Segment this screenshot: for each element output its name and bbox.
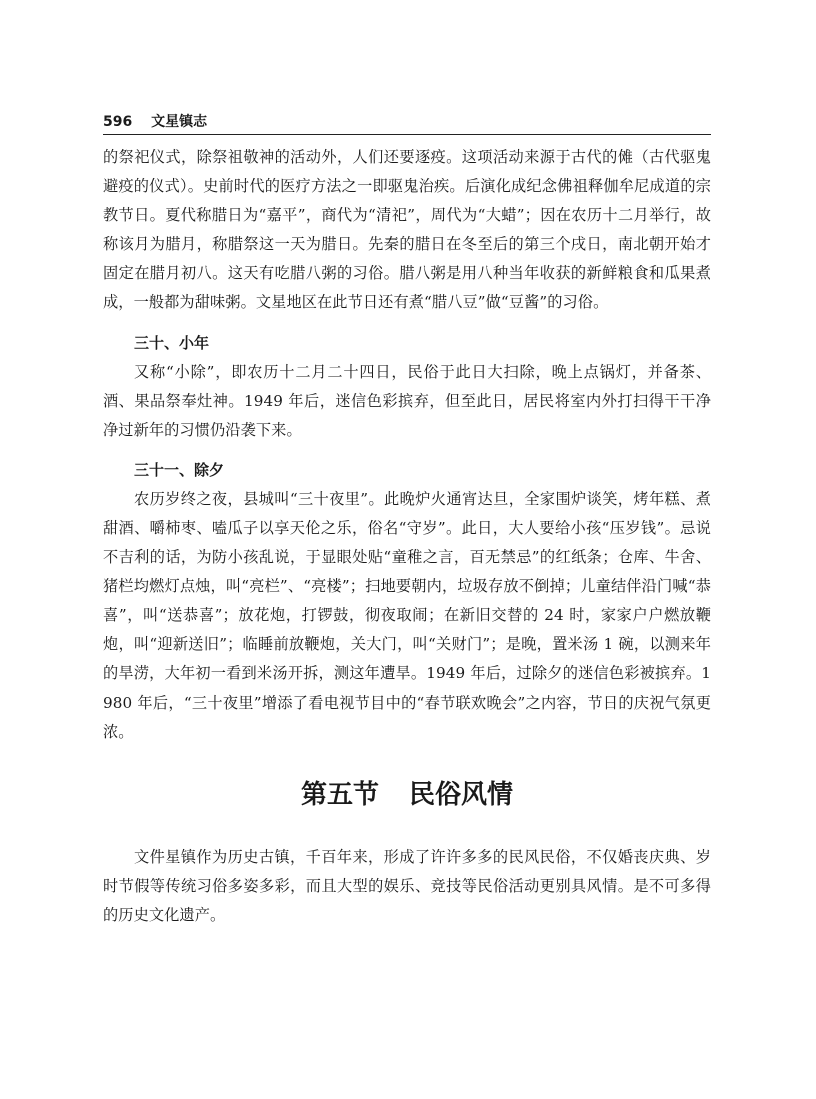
paragraph-closing: 文件星镇作为历史古镇，千百年来，形成了许许多多的民风民俗，不仅婚丧庆典、岁时节假等传统习俗多姿多彩，而且大型的娱乐、竞技等民俗活动更别具风情。是不可多得的历史文化遗产。 [103, 847, 711, 924]
page-body [103, 143, 711, 930]
page-number: 596 [103, 114, 133, 130]
page-header [103, 112, 711, 135]
paragraph-xiaonian: 又称“小除”，即农历十二月二十四日，民俗于此日大扫除，晚上点锅灯，并备茶、酒、果品祭奉灶神。1949 年后，迷信色彩摈弃，但至此日，居民将室内外打扫得干干净净过新年的习惯仍沿袭下来。 [103, 362, 711, 439]
paragraph-chuxi: 农历岁终之夜，县城叫“三十夜里”。此晚炉火通宵达旦，全家围炉谈笑，烤年糕、煮甜酒、嚼柿枣、嗑瓜子以享天伦之乐，俗名“守岁”。此日，大人要给小孩“压岁钱”。忌说不吉利的话，为防小孩乱说，于显眼处贴“童稚之言，百无禁忌”的红纸条；仓库、牛舍、猪栏均燃灯点烛，叫“亮栏”、“亮楼”；扫地要朝内，垃圾存放不倒掉；儿童结伴沿门喊“恭喜”，叫“送恭喜”；放花炮，打锣鼓，彻夜取闹；在新旧交替的 24 时，家家户户燃放鞭炮，叫“迎新送旧”；临睡前放鞭炮，关大门，叫“关财门”；是晚，置米汤 1 碗，以测来年的旱涝，大年初一看到米汤开拆，测这年遭旱。1949 年后，过除夕的迷信色彩被摈弃。1980 年后，“三十夜里”增添了看电视节目中的“春节联欢晚会”之内容，节日的庆祝气氛更浓。 [103, 489, 711, 741]
paragraph-laba-continuation: 的祭祀仪式，除祭祖敬神的活动外，人们还要逐疫。这项活动来源于古代的傩（古代驱鬼避疫的仪式）。史前时代的医疗方法之一即驱鬼治疾。后演化成纪念佛祖释伽牟尼成道的宗教节日。夏代称腊日为“嘉平”，商代为“清祀”，周代为“大蜡”；因在农历十二月举行，故称该月为腊月，称腊祭这一天为腊日。先秦的腊日在冬至后的第三个戌日，南北朝开始才固定在腊月初八。这天有吃腊八粥的习俗。腊八粥是用八种当年收获的新鲜粮食和瓜果煮成，一般都为甜味粥。文星地区在此节日还有煮“腊八豆”做“豆酱”的习俗。 [103, 148, 711, 312]
section-title [103, 773, 711, 817]
section-name: 民俗风情 [409, 779, 514, 810]
book-title: 文星镇志 [151, 114, 208, 130]
heading-chuxi: 三十一、除夕 [134, 460, 225, 479]
section-number: 第五节 [300, 779, 379, 810]
heading-xiaonian: 三十、小年 [134, 333, 210, 352]
